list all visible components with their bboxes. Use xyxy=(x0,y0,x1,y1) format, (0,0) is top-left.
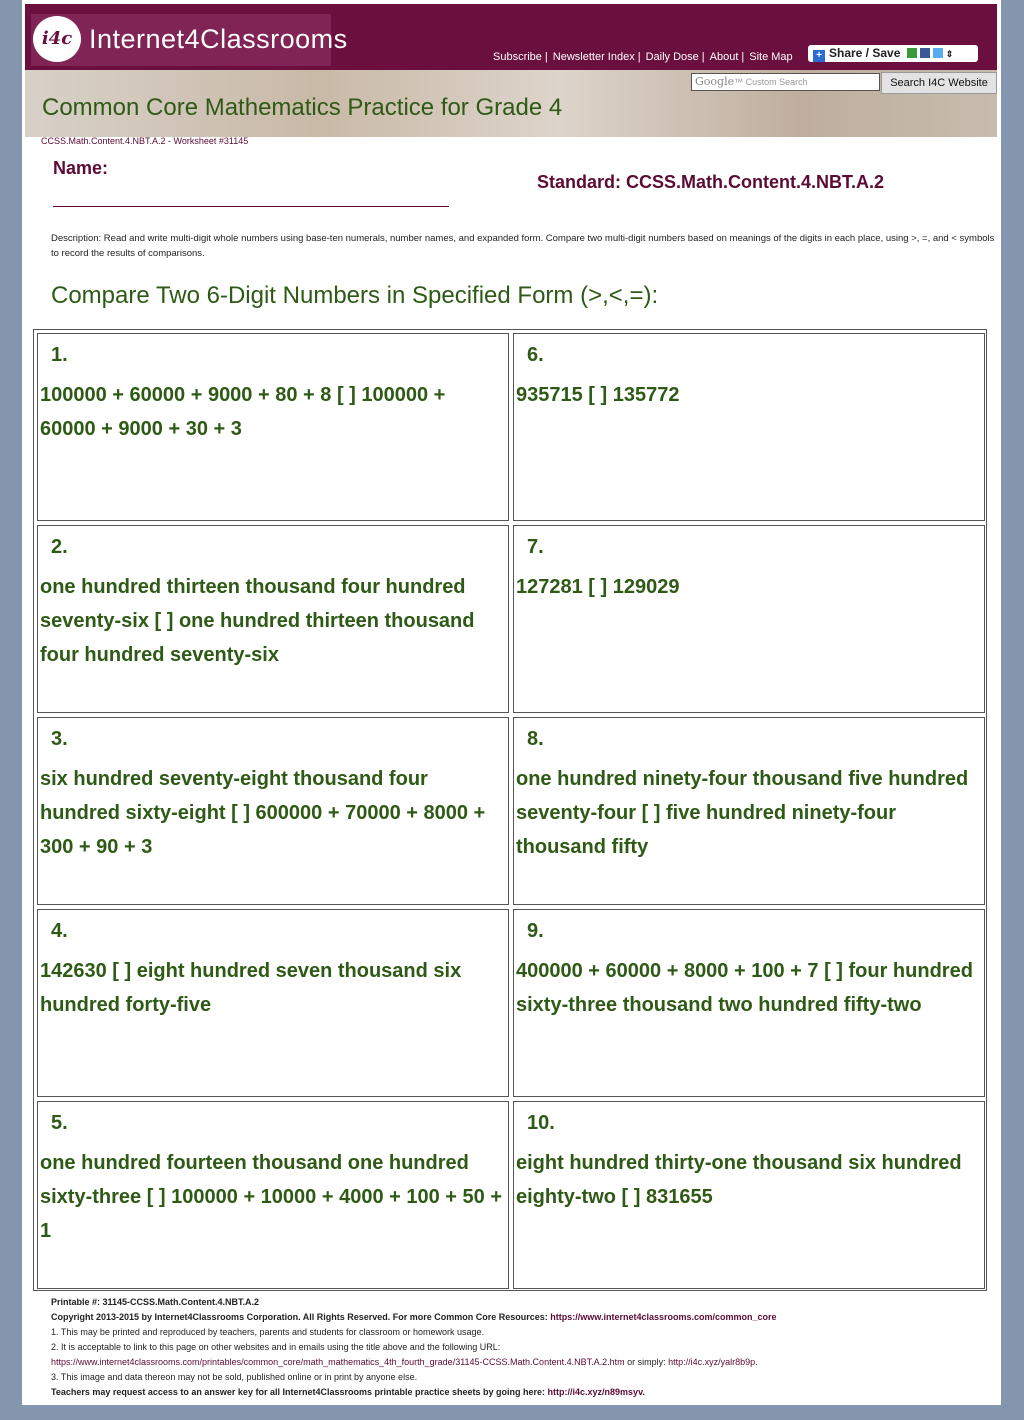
nav-separator: | xyxy=(544,51,548,63)
problem-text: 127281 [ ] 129029 xyxy=(516,576,680,598)
usage-note-2: 2. It is acceptable to link to this page on other websites and in emails using the title above and the following URL: xyxy=(51,1342,501,1352)
problem-number: 1. xyxy=(51,344,68,366)
i4c-logo-icon: i4c xyxy=(33,16,81,62)
copyright: Copyright 2013-2015 by Internet4Classrooms Corporation. All Rights Reserved. For more Common Core Resources: https://www.internet4classrooms.com/common_core xyxy=(51,1312,777,1322)
problem-cell-8 xyxy=(513,717,985,905)
logo-text: Internet4Classrooms xyxy=(89,24,348,54)
answer-key-note: Teachers may request access to an answer key for all Internet4Classrooms printable practice sheets by going here: http://i4c.xyz/n89msyv. xyxy=(51,1387,645,1397)
printable-number: Printable #: 31145-CCSS.Math.Content.4.NBT.A.2 xyxy=(51,1297,260,1307)
problem-cell-2 xyxy=(37,525,509,713)
problem-number: 9. xyxy=(527,920,544,942)
usage-note-2-urls: https://www.internet4classrooms.com/printables/common_core/math_mathematics_4th_fourth_grade/31145-CCSS.Math.Content.4.NBT.A.2.htm or simply: http://i4c.xyz/yalr8b9p. xyxy=(51,1357,758,1367)
problem-cell-4 xyxy=(37,909,509,1097)
google-logo: Google xyxy=(695,75,735,88)
description: Description: Read and write multi-digit whole numbers using base-ten numerals, number names, and expanded form. Compare two multi-digit numbers based on meanings of the digits in each place, using >, =, and < symbols to record the results of comparisons. xyxy=(51,233,995,259)
problem-number: 8. xyxy=(527,728,544,750)
share-save-button[interactable] xyxy=(808,45,978,62)
problem-text: one hundred ninety-four thousand five hundred seventy-four [ ] five hundred ninety-four thousand fifty xyxy=(516,768,969,858)
chevron-up-down-icon: ⇕ xyxy=(945,49,954,59)
title-banner xyxy=(25,70,997,137)
problem-number: 10. xyxy=(527,1112,555,1134)
top-nav xyxy=(493,51,793,63)
problem-number: 6. xyxy=(527,344,544,366)
problem-text: 400000 + 60000 + 8000 + 100 + 7 [ ] four hundred sixty-three thousand two hundred fifty-two xyxy=(516,960,973,1016)
share-icon xyxy=(907,48,917,58)
problem-number: 4. xyxy=(51,920,68,942)
site-header xyxy=(25,4,997,70)
usage-note-3: 3. This image and data thereon may not be sold, published online or in print by anyone else. xyxy=(51,1372,418,1382)
problem-number: 7. xyxy=(527,536,544,558)
share-label: Share / Save xyxy=(829,46,901,60)
standard-label: Standard: CCSS.Math.Content.4.NBT.A.2 xyxy=(537,172,885,192)
answer-key-link[interactable]: http://i4c.xyz/n89msyv xyxy=(547,1387,643,1397)
subscribe-link[interactable]: Subscribe xyxy=(493,51,542,63)
name-label: Name: xyxy=(53,158,109,178)
footer xyxy=(51,1295,991,1400)
facebook-icon xyxy=(920,48,930,58)
problem-text: eight hundred thirty-one thousand six hundred eighty-two [ ] 831655 xyxy=(516,1152,962,1208)
problem-cell-6 xyxy=(513,333,985,521)
problem-text: 100000 + 60000 + 9000 + 80 + 8 [ ] 100000 + 60000 + 9000 + 30 + 3 xyxy=(40,384,446,440)
site-logo[interactable] xyxy=(31,14,348,66)
problem-text: 142630 [ ] eight hundred seven thousand six hundred forty-five xyxy=(40,960,462,1016)
nav-separator: | xyxy=(741,51,745,63)
search-button[interactable]: Search I4C Website xyxy=(881,72,997,94)
page-title: Common Core Mathematics Practice for Grade 4 xyxy=(42,94,563,121)
problem-cell-10 xyxy=(513,1101,985,1289)
problem-text: one hundred fourteen thousand one hundred sixty-three [ ] 100000 + 10000 + 4000 + 100 + 50 + 1 xyxy=(40,1152,503,1242)
worksheet-url-link[interactable]: https://www.internet4classrooms.com/printables/common_core/math_mathematics_4th_fourth_grade/31145-CCSS.Math.Content.4.NBT.A.2.htm xyxy=(51,1357,625,1367)
problem-cell-5 xyxy=(37,1101,509,1289)
common-core-link[interactable]: https://www.internet4classrooms.com/common_core xyxy=(550,1312,777,1322)
problem-number: 2. xyxy=(51,536,68,558)
problem-grid xyxy=(33,329,987,1291)
short-url-link[interactable]: http://i4c.xyz/yalr8b9p xyxy=(668,1357,756,1367)
problem-cell-7 xyxy=(513,525,985,713)
newsletter-index-link[interactable]: Newsletter Index xyxy=(552,51,635,63)
problem-number: 3. xyxy=(51,728,68,750)
plus-icon: + xyxy=(813,50,825,62)
site-map-link[interactable]: Site Map xyxy=(749,51,793,63)
page xyxy=(22,0,1001,1405)
usage-note-1: 1. This may be printed and reproduced by teachers, parents and students for classroom or homework usage. xyxy=(51,1327,485,1337)
name-line xyxy=(53,206,449,207)
worksheet-id: CCSS.Math.Content.4.NBT.A.2 - Worksheet #31145 xyxy=(41,136,249,146)
nav-separator: | xyxy=(701,51,705,63)
daily-dose-link[interactable]: Daily Dose xyxy=(645,51,699,63)
problem-text: one hundred thirteen thousand four hundred seventy-six [ ] one hundred thirteen thousand four hundred seventy-six xyxy=(40,576,475,666)
nav-separator: | xyxy=(637,51,641,63)
problem-text: 935715 [ ] 135772 xyxy=(516,384,680,406)
problem-number: 5. xyxy=(51,1112,68,1134)
instructions: Compare Two 6-Digit Numbers in Specified Form (>,<,=): xyxy=(51,282,659,309)
problem-cell-9 xyxy=(513,909,985,1097)
about-link[interactable]: About xyxy=(709,51,739,63)
problem-text: six hundred seventy-eight thousand four hundred sixty-eight [ ] 600000 + 70000 + 8000 + 300 + 90 + 3 xyxy=(40,768,486,858)
problem-cell-3 xyxy=(37,717,509,905)
problem-cell-1 xyxy=(37,333,509,521)
search-input[interactable]: Google™ Custom Search xyxy=(691,73,880,91)
twitter-icon xyxy=(933,48,943,58)
search-placeholder: Custom Search xyxy=(745,77,808,87)
